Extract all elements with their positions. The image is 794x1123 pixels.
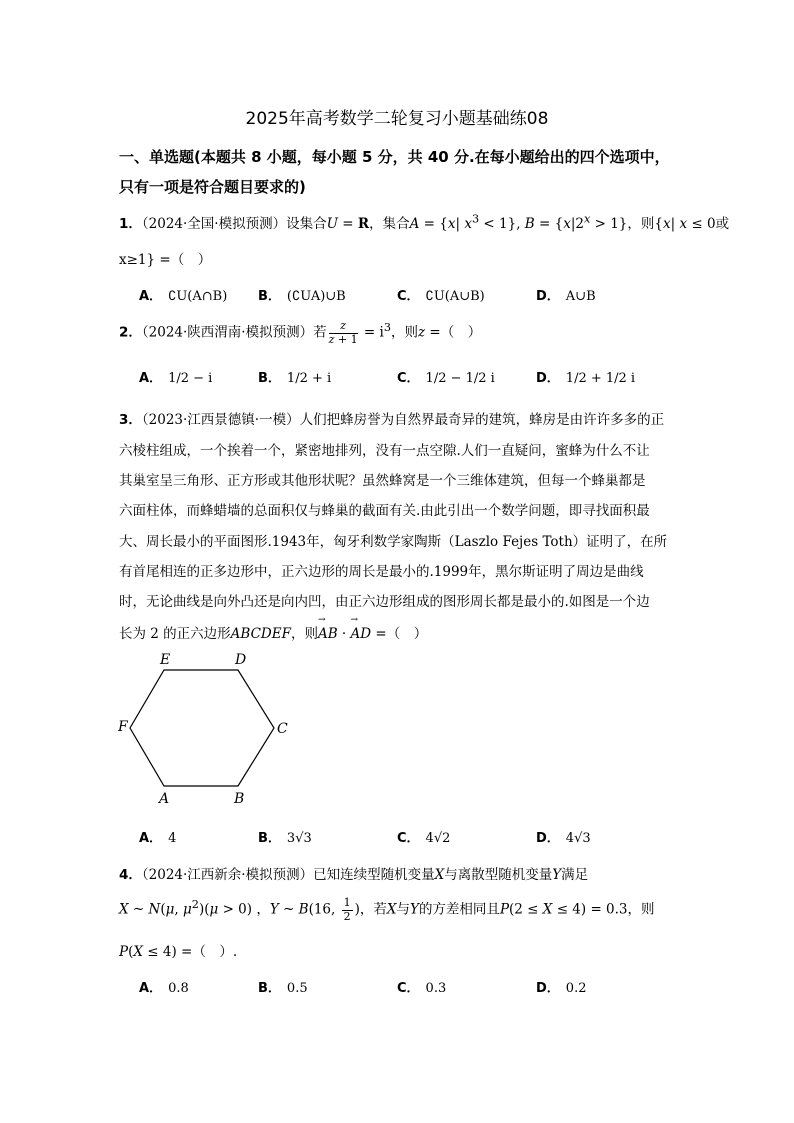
question-source: （2024·陕西渭南·模拟预测） xyxy=(141,324,314,341)
q4-option-b[interactable]: B． 0.5 xyxy=(258,981,308,996)
q3-option-a[interactable]: A． 4 xyxy=(139,831,177,846)
question-3-line: 时，无论曲线是向外凸还是向内凹，由正六边形组成的图形周长都是最小的.如图是一个边 xyxy=(119,594,650,610)
q1-option-d[interactable]: D． A∪B xyxy=(536,289,596,304)
question-source: （2023·江西景德镇·一模） xyxy=(141,412,300,428)
q4-option-d[interactable]: D． 0.2 xyxy=(536,981,587,996)
question-3-line: 长为 2 的正六边形ABCDEF，则→ AB · → AD =（ ） xyxy=(119,622,427,642)
q1-option-b[interactable]: B． (∁UA)∪B xyxy=(258,289,346,304)
question-2: 2．（2024·陕西渭南·模拟预测）若 $\frac{z}{z + 1}$ = $i^3$，则z =（ ） xyxy=(119,319,482,346)
vertex-e: E xyxy=(160,652,171,668)
q3-option-d[interactable]: D． 4√3 xyxy=(536,831,591,846)
vertex-c: C xyxy=(277,721,288,737)
q2-option-a[interactable]: A． 1/2 − i xyxy=(139,371,213,386)
question-number: 2． xyxy=(119,324,142,341)
vertex-b: B xyxy=(234,791,245,807)
q2-option-c[interactable]: C． 1/2 − 1/2 i xyxy=(397,371,495,386)
q2-option-b[interactable]: B． 1/2 + i xyxy=(258,371,332,386)
q4-option-c[interactable]: C． 0.3 xyxy=(397,981,447,996)
vertex-a: A xyxy=(159,791,170,807)
question-3-line: 大、周长最小的平面图形.1943年，匈牙利数学家陶斯（Laszlo Fejes Toth）证明了，在所 xyxy=(119,534,668,550)
question-1-cont: x≥1} =（ ） xyxy=(119,252,212,268)
page-title: 2025年高考数学二轮复习小题基础练08 xyxy=(245,109,549,129)
question-1: 1．（2024·全国·模拟预测）设集合U = R，集合A = {x| $x^3 < 1$}, $B = \{x|2^x > 1\}$，则{x| x ≤ 0或 xyxy=(119,212,730,232)
section-heading-cont: 只有一项是符合题目要求的) xyxy=(119,178,306,196)
question-source: （2024·全国·模拟预测） xyxy=(141,216,287,232)
question-3-line: 六面柱体，而蜂蜡墙的总面积仅与蜂巢的截面有关.由此引出一个数学问题，即寻找面积最 xyxy=(119,503,650,519)
section-heading: 一、单选题(本题共 8 小题，每小题 5 分，共 40 分.在每小题给出的四个选项中， xyxy=(119,148,670,166)
question-number: 4． xyxy=(119,867,142,883)
question-3-line: 其巢室呈三角形、正方形或其他形状呢？虽然蜂窝是一个三维体建筑，但每一个蜂巢都是 xyxy=(119,473,646,489)
question-3: 3．（2023·江西景德镇·一模）人们把蜂房誉为自然界最奇异的建筑，蜂房是由许许多多的正 xyxy=(119,412,665,428)
hexagon-figure xyxy=(112,650,312,810)
vertex-d: D xyxy=(235,652,247,668)
q1-option-a[interactable]: A． ∁U(A∩B) xyxy=(139,289,228,304)
question-number: 3． xyxy=(119,412,142,428)
q2-option-d[interactable]: D． 1/2 + 1/2 i xyxy=(536,371,636,386)
hexagon-shape xyxy=(130,670,274,786)
q3-option-b[interactable]: B． 3√3 xyxy=(258,831,312,846)
question-3-line: 六棱柱组成，一个挨着一个，紧密地排列，没有一点空隙.人们一直疑问，蜜蜂为什么不让 xyxy=(119,443,650,459)
vertex-f: F xyxy=(118,719,128,735)
q4-option-a[interactable]: A． 0.8 xyxy=(139,981,189,996)
question-3-line: 有首尾相连的正多边形中，正六边形的周长是最小的.1999年，黑尔斯证明了周边是曲线 xyxy=(119,564,644,580)
question-4-line: X ~ N(μ, $\mu^2)(\mu > 0)$ ，Y ~ B(16, $\frac{1}{2}$ )，若X与Y的方差相同且P(2 ≤ X ≤ 4) = 0.3，则 xyxy=(119,896,655,923)
question-4-line: P(X ≤ 4) =（ ）. xyxy=(119,944,238,960)
question-number: 1． xyxy=(119,216,142,232)
q1-option-c[interactable]: C． ∁U(A∪B) xyxy=(397,289,485,304)
question-source: （2024·江西新余·模拟预测） xyxy=(141,867,314,883)
q3-option-c[interactable]: C． 4√2 xyxy=(397,831,451,846)
question-4: 4．（2024·江西新余·模拟预测）已知连续型随机变量X与离散型随机变量Y满足 xyxy=(119,867,589,883)
